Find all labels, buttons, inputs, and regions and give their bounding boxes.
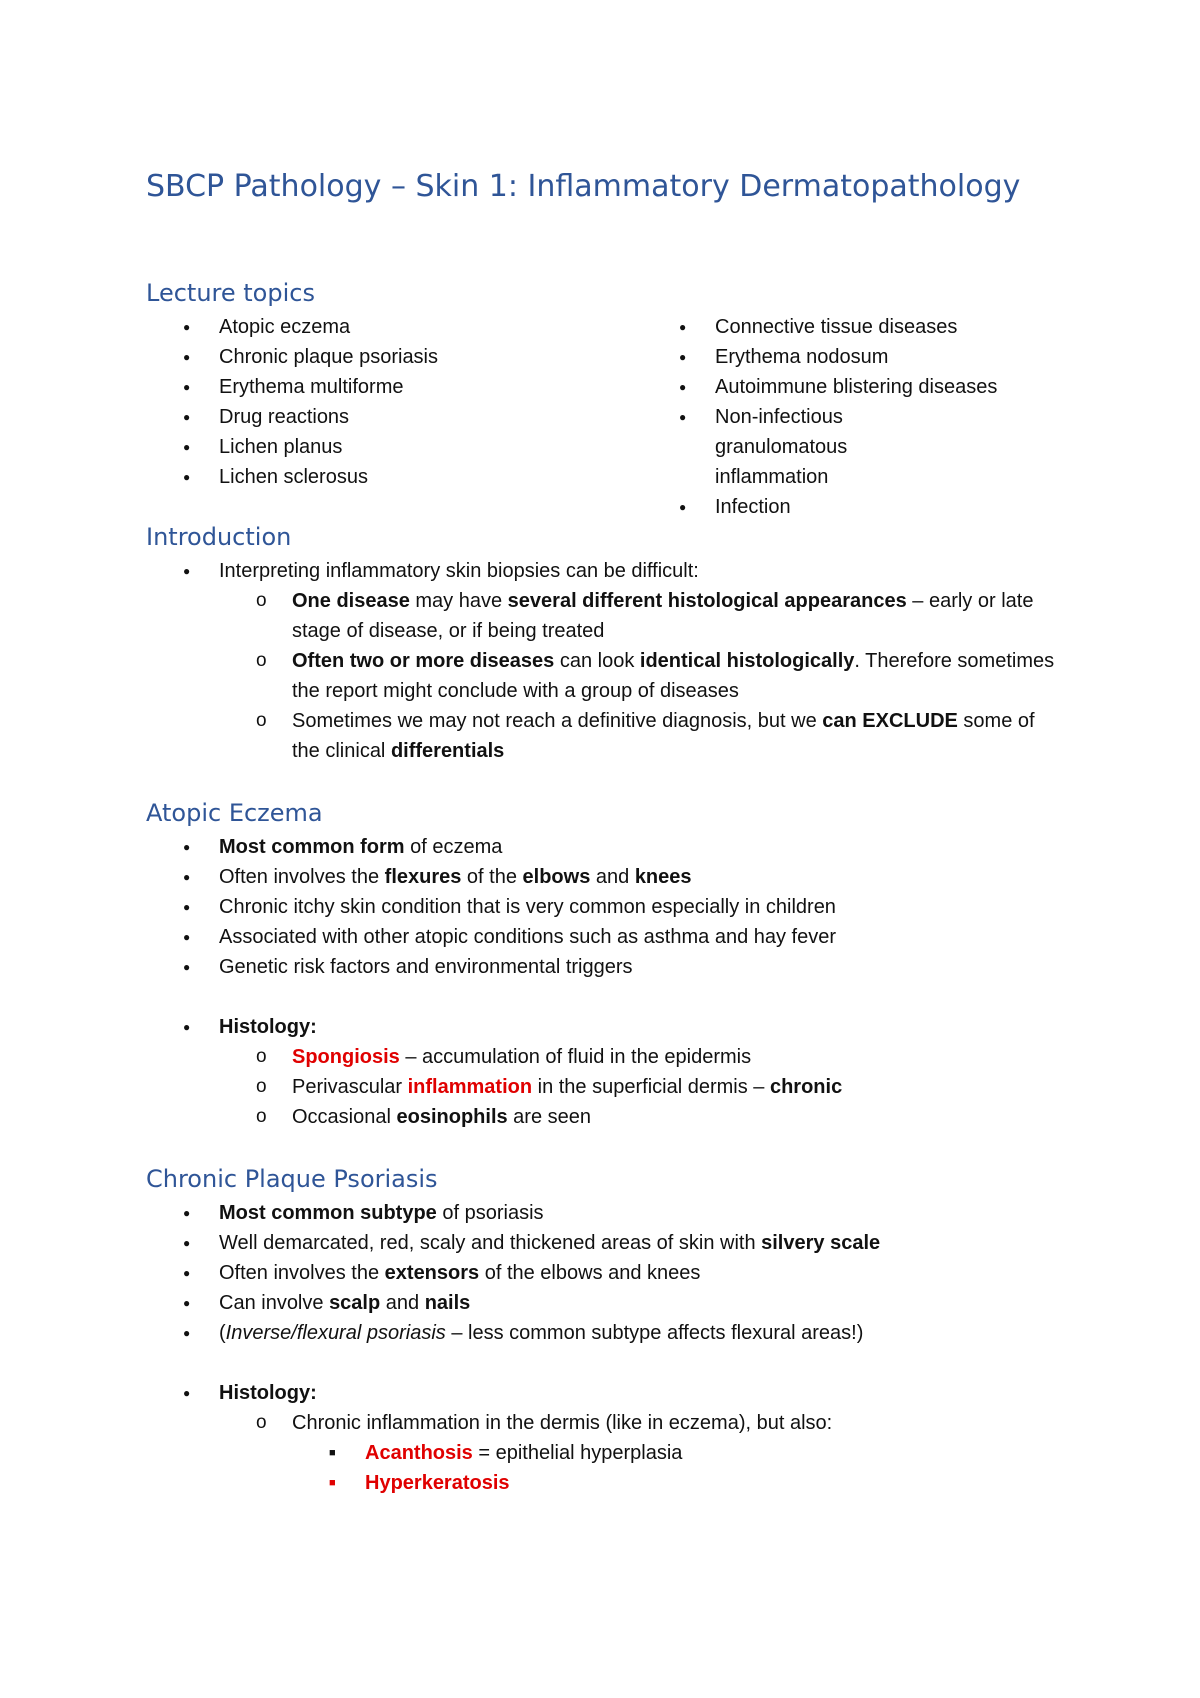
list-item: ● Often involves the extensors of the elbows and knees <box>146 1258 1066 1288</box>
list-item: ● Histology: <box>146 1378 1066 1408</box>
heading-lecture-topics: Lecture topics <box>146 279 315 307</box>
list-item: o Often two or more diseases can look identical histologically. Therefore sometimes the report might conclude with a group of diseases <box>146 646 1066 706</box>
list-item: o Chronic inflammation in the dermis (like in eczema), but also: <box>146 1408 1066 1438</box>
introduction-sublist <box>146 586 1066 766</box>
list-item: ● Atopic eczema <box>146 312 606 342</box>
psoriasis-histology-subsublist <box>146 1438 1066 1498</box>
list-item: ● Most common form of eczema <box>146 832 1066 862</box>
topics-right-column <box>642 312 1022 522</box>
list-item: o Occasional eosinophils are seen <box>146 1102 1066 1132</box>
list-item: ● Non-infectious granulomatous inflammation <box>642 402 955 492</box>
list-item: ● Genetic risk factors and environmental triggers <box>146 952 1066 982</box>
list-item: ● Lichen sclerosus <box>146 462 606 492</box>
heading-psoriasis: Chronic Plaque Psoriasis <box>146 1165 438 1193</box>
list-item: ● (Inverse/flexural psoriasis – less common subtype affects flexural areas!) <box>146 1318 1066 1348</box>
list-item: ● Most common subtype of psoriasis <box>146 1198 1066 1228</box>
list-item: ● Chronic plaque psoriasis <box>146 342 606 372</box>
list-item: ■ Hyperkeratosis <box>146 1468 1066 1498</box>
list-item: o One disease may have several different histological appearances – early or late stage of disease, or if being treated <box>146 586 1066 646</box>
list-item: ● Autoimmune blistering diseases <box>642 372 1022 402</box>
list-item: ● Erythema multiforme <box>146 372 606 402</box>
eczema-list <box>146 832 1066 982</box>
list-item: ● Infection <box>642 492 1022 522</box>
list-item: ● Can involve scalp and nails <box>146 1288 1066 1318</box>
topics-left-column <box>146 312 606 492</box>
eczema-histology-list <box>146 1012 1066 1042</box>
list-item: ● Histology: <box>146 1012 1066 1042</box>
list-item: ● Lichen planus <box>146 432 606 462</box>
psoriasis-histology-sublist <box>146 1408 1066 1438</box>
psoriasis-histology-list <box>146 1378 1066 1408</box>
list-item: o Perivascular inflammation in the superficial dermis – chronic <box>146 1072 1066 1102</box>
list-item: ● Chronic itchy skin condition that is very common especially in children <box>146 892 1066 922</box>
psoriasis-list <box>146 1198 1066 1348</box>
eczema-histology-sublist <box>146 1042 1066 1132</box>
list-item: ● Often involves the flexures of the elbows and knees <box>146 862 1066 892</box>
list-item: ● Drug reactions <box>146 402 606 432</box>
heading-introduction: Introduction <box>146 523 292 551</box>
introduction-list <box>146 556 1066 586</box>
list-item: o Spongiosis – accumulation of fluid in the epidermis <box>146 1042 1066 1072</box>
list-item: ● Well demarcated, red, scaly and thickened areas of skin with silvery scale <box>146 1228 1066 1258</box>
topics-right-list <box>642 312 1022 522</box>
page-title: SBCP Pathology – Skin 1: Inflammatory Dermatopathology <box>146 169 1021 204</box>
list-item: ■ Acanthosis = epithelial hyperplasia <box>146 1438 1066 1468</box>
list-item: ● Interpreting inflammatory skin biopsies can be difficult: <box>146 556 1066 586</box>
topics-left-list <box>146 312 606 492</box>
list-item: o Sometimes we may not reach a definitive diagnosis, but we can EXCLUDE some of the clinical differentials <box>146 706 1066 766</box>
heading-atopic-eczema: Atopic Eczema <box>146 799 323 827</box>
list-item: ● Associated with other atopic conditions such as asthma and hay fever <box>146 922 1066 952</box>
list-item: ● Erythema nodosum <box>642 342 1022 372</box>
list-item: ● Connective tissue diseases <box>642 312 1022 342</box>
